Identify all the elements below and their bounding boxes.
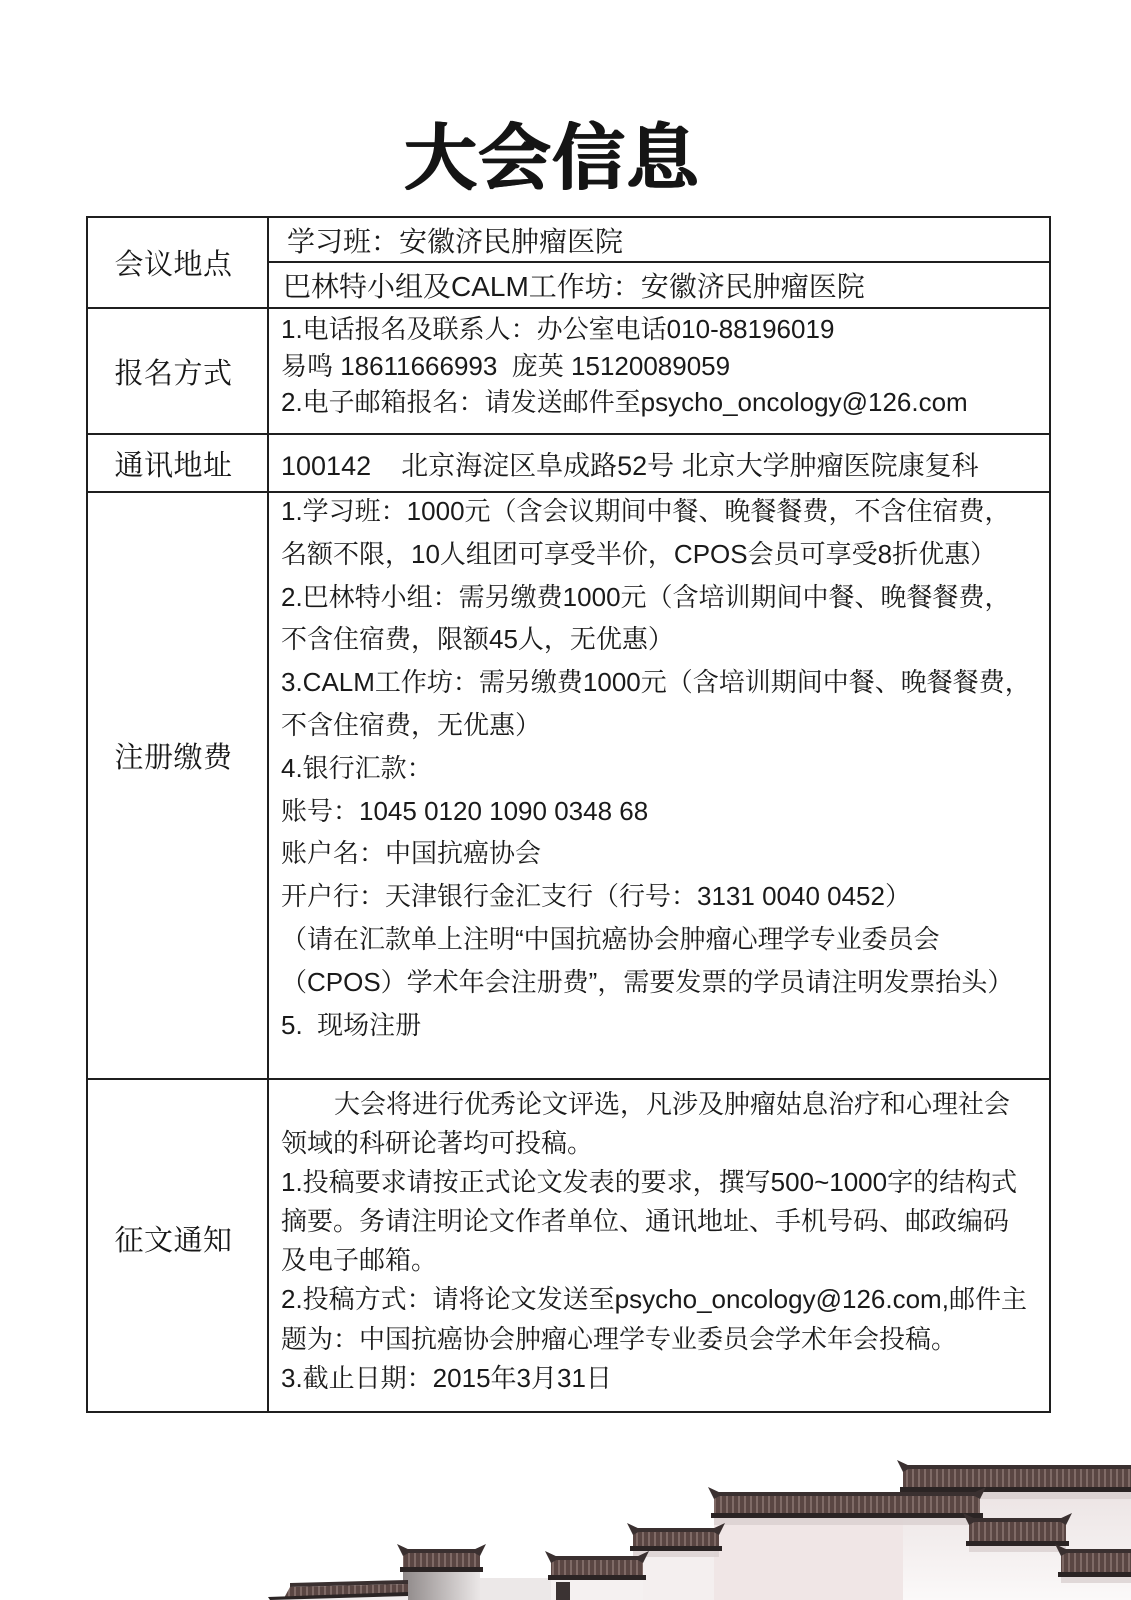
papers-line: 2.投稿方式：请将论文发送至psycho_oncology@126.com,邮件主	[281, 1284, 1027, 1315]
deadline-line: 3.截止日期：2015年3月31日	[281, 1362, 612, 1393]
address-content	[269, 435, 1049, 491]
roof	[1055, 1544, 1131, 1583]
fee-line: 不含住宿费，无优惠）	[281, 709, 542, 740]
page-title: 大会信息	[404, 115, 701, 200]
address-label: 通讯地址	[88, 435, 269, 491]
venue-content	[269, 218, 1049, 307]
venue-row	[88, 218, 1049, 307]
address-line: 100142 北京海淀区阜成路52号 北京大学肿瘤医院康复科	[281, 450, 979, 481]
papers-line: 1.投稿要求请按正式论文发表的要求，撰写500~1000字的结构式	[281, 1167, 1018, 1198]
fee-line: 1.学习班：1000元（含会议期间中餐、晚餐餐费，不含住宿费，	[281, 496, 1011, 526]
venue-line: 学习班：安徽济民肿瘤医院	[287, 225, 624, 257]
venue-label: 会议地点	[88, 218, 269, 307]
registration-line: 易鸣 18611666993 庞英 15120089059	[281, 350, 731, 381]
registration-row	[88, 307, 1049, 433]
call-for-papers-label: 征文通知	[88, 1080, 269, 1411]
door	[556, 1582, 570, 1600]
registration-label: 报名方式	[88, 309, 269, 433]
address-row	[88, 433, 1049, 491]
conference-info-table	[86, 216, 1051, 1413]
roof	[963, 1513, 1072, 1552]
fee-line: 4.银行汇款：	[281, 752, 433, 783]
fee-row	[88, 491, 1049, 1078]
registration-line: 2.电子邮箱报名：请发送邮件至psycho_oncology@126.com	[281, 387, 968, 418]
bank-account-line: 账号：1045 0120 1090 0348 68	[281, 795, 649, 826]
papers-line: 摘要。务请注明论文作者单位、通讯地址、手机号码、邮政编码	[281, 1206, 1010, 1237]
venue-line: 巴林特小组及CALM工作坊：安徽济民肿瘤医院	[269, 261, 1049, 307]
call-for-papers-content	[269, 1080, 1049, 1411]
papers-line: 领域的科研论著均可投稿。	[281, 1128, 594, 1159]
registration-content	[269, 309, 1049, 433]
fee-line: 5. 现场注册	[281, 1009, 422, 1040]
account-name-line: 账户名：中国抗癌协会	[281, 838, 542, 869]
roof	[627, 1523, 725, 1557]
fee-line: 名额不限，10人组团可享受半价，CPOS会员可享受8折优惠）	[281, 538, 997, 569]
papers-line: 及电子邮箱。	[281, 1245, 438, 1276]
roof	[268, 1580, 408, 1600]
bank-branch-line: 开户行：天津银行金汇支行（行号：3131 0040 0452）	[281, 881, 911, 912]
roof	[397, 1544, 486, 1572]
roof	[708, 1487, 986, 1525]
fee-line: （CPOS）学术年会注册费”，需要发票的学员请注明发票抬头）	[281, 966, 1014, 997]
fee-line: （请在汇款单上注明“中国抗癌协会肿瘤心理学专业委员会	[281, 923, 940, 954]
fee-line: 3.CALM工作坊：需另缴费1000元（含培训期间中餐、晚餐餐费，	[281, 667, 1031, 698]
fee-label: 注册缴费	[88, 493, 269, 1078]
wall	[714, 1518, 903, 1600]
fee-line: 2.巴林特小组：需另缴费1000元（含培训期间中餐、晚餐餐费，	[281, 581, 1011, 612]
huizhou-architecture-illustration	[0, 1440, 1131, 1600]
fee-line: 不含住宿费，限额45人，无优惠）	[281, 624, 674, 655]
papers-line: 大会将进行优秀论文评选，凡涉及肿瘤姑息治疗和心理社会	[334, 1089, 1011, 1119]
fee-content	[269, 493, 1049, 1078]
fee-lines	[281, 490, 1049, 1046]
papers-line: 题为：中国抗癌协会肿瘤心理学专业委员会学术年会投稿。	[281, 1323, 958, 1354]
wall	[403, 1572, 480, 1600]
call-for-papers-row	[88, 1078, 1049, 1411]
registration-line: 1.电话报名及联系人：办公室电话010-88196019	[281, 314, 835, 344]
